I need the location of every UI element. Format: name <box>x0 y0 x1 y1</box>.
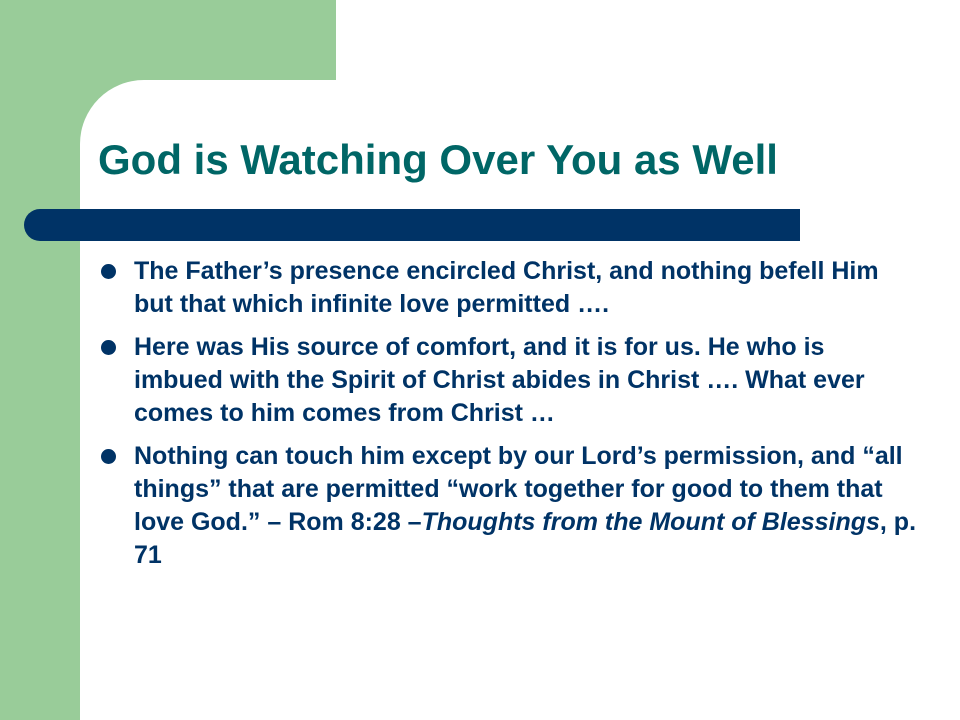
source-title: Thoughts from the Mount of Blessings <box>421 508 880 536</box>
slide-title: God is Watching Over You as Well <box>98 136 778 183</box>
bullet-dot-icon <box>101 449 116 464</box>
bullet-dot-icon <box>101 264 116 279</box>
title-underline-bar <box>24 209 800 241</box>
bullet-list <box>100 255 920 582</box>
bullet-text-3: Nothing can touch him except by our Lord’s permission, and “all things” that are permitted “work together for good to them that love God.” – Rom 8:28 – <box>134 442 903 536</box>
bullet-dot-icon <box>101 340 116 355</box>
bullet-item-3 <box>100 440 920 572</box>
bullet-item-2 <box>100 331 920 430</box>
bullet-text-1: The Father’s presence encircled Christ, and nothing befell Him but that which infinite love permitted …. <box>134 257 879 318</box>
bullet-item-1 <box>100 255 920 321</box>
bullet-text-2: Here was His source of comfort, and it is for us. He who is imbued with the Spirit of Christ abides in Christ …. What ever comes to him comes from Christ … <box>134 333 865 427</box>
source-suffix: , p. 71 <box>134 508 917 569</box>
